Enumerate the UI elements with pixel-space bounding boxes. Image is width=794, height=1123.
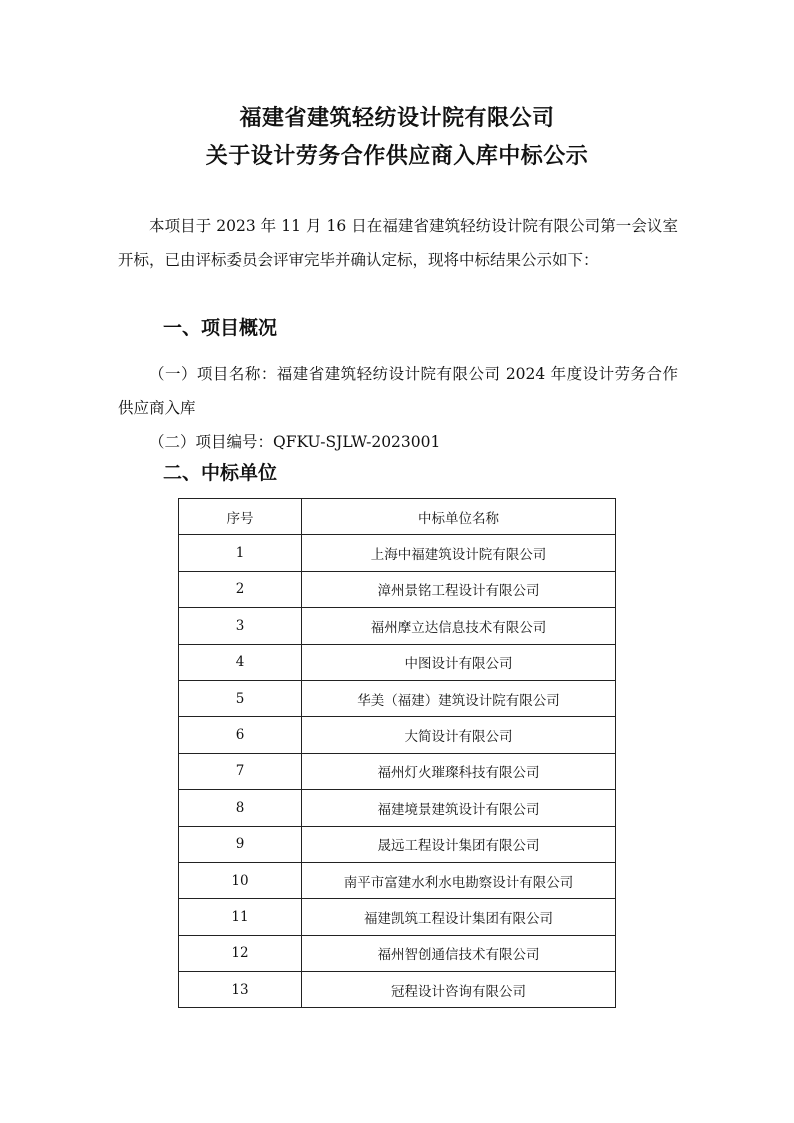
row-company: 华美（福建）建筑设计院有限公司: [302, 680, 616, 716]
winners-table: [178, 498, 616, 1008]
row-company: 晟远工程设计集团有限公司: [302, 826, 616, 862]
row-company: 福建凯筑工程设计集团有限公司: [302, 899, 616, 935]
column-header-company: 中标单位名称: [302, 499, 616, 535]
table-row: [179, 680, 616, 716]
project-number: （二）项目编号：QFKU-SJLW-2023001: [149, 433, 441, 451]
row-index: 9: [179, 826, 302, 862]
row-index: 5: [179, 680, 302, 716]
row-index: 1: [179, 535, 302, 571]
table-row: [179, 644, 616, 680]
row-index: 8: [179, 790, 302, 826]
column-header-index: 序号: [179, 499, 302, 535]
intro-paragraph: 本项目于 2023 年 11 月 16 日在福建省建筑轻纺设计院有限公司第一会议室开标，已由评标委员会评审完毕并确认定标，现将中标结果公示如下：: [118, 217, 678, 269]
row-index: 4: [179, 644, 302, 680]
table-row: [179, 717, 616, 753]
row-index: 6: [179, 717, 302, 753]
document-title-line2: 关于设计劳务合作供应商入库中标公示: [205, 143, 589, 169]
row-company: 上海中福建筑设计院有限公司: [302, 535, 616, 571]
row-index: 12: [179, 935, 302, 971]
row-index: 10: [179, 862, 302, 898]
row-company: 福建境景建筑设计有限公司: [302, 790, 616, 826]
section-heading-overview: 一、项目概况: [163, 317, 278, 339]
row-company: 福州灯火璀璨科技有限公司: [302, 753, 616, 789]
row-index: 13: [179, 972, 302, 1008]
row-company: 南平市富建水利水电勘察设计有限公司: [302, 862, 616, 898]
section-heading-winners: 二、中标单位: [163, 462, 278, 484]
row-company: 冠程设计咨询有限公司: [302, 972, 616, 1008]
project-name: （一）项目名称：福建省建筑轻纺设计院有限公司 2024 年度设计劳务合作供应商入库: [118, 365, 678, 417]
table-row: [179, 790, 616, 826]
row-index: 3: [179, 608, 302, 644]
row-company: 中图设计有限公司: [302, 644, 616, 680]
table-row: [179, 608, 616, 644]
row-company: 漳州景铭工程设计有限公司: [302, 571, 616, 607]
document-title-line1: 福建省建筑轻纺设计院有限公司: [239, 105, 555, 131]
table-header-row: [179, 499, 616, 535]
row-company: 大简设计有限公司: [302, 717, 616, 753]
row-company: 福州智创通信技术有限公司: [302, 935, 616, 971]
table-row: [179, 571, 616, 607]
table-row: [179, 826, 616, 862]
table-row: [179, 935, 616, 971]
row-index: 11: [179, 899, 302, 935]
table-row: [179, 972, 616, 1008]
table-row: [179, 753, 616, 789]
table-row: [179, 899, 616, 935]
row-index: 2: [179, 571, 302, 607]
table-row: [179, 862, 616, 898]
row-company: 福州摩立达信息技术有限公司: [302, 608, 616, 644]
row-index: 7: [179, 753, 302, 789]
table-row: [179, 535, 616, 571]
